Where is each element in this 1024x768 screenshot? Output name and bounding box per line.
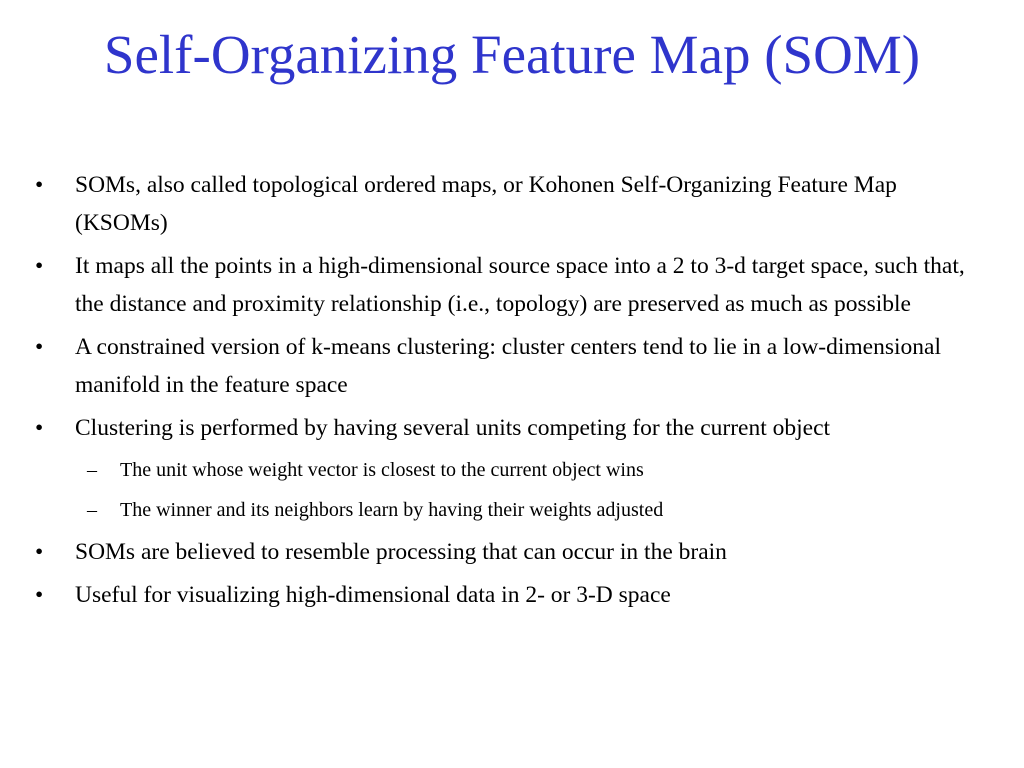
bullet-marker: • [35, 253, 44, 279]
dash-marker: – [87, 498, 97, 521]
bullet-marker: • [35, 538, 44, 565]
bullet-item [35, 410, 995, 448]
bullet-item [35, 248, 995, 323]
bullet-marker: • [35, 415, 44, 441]
sub-bullet-item [87, 454, 995, 487]
bullet-item [35, 534, 995, 572]
bullet-item [35, 329, 995, 404]
bullet-marker: • [35, 172, 44, 198]
bullet-marker: • [35, 334, 44, 360]
sub-bullet-list [35, 454, 995, 527]
bullet-item [35, 167, 995, 242]
bullet-list [35, 167, 995, 621]
sub-bullet-text: The unit whose weight vector is closest to the current object wins [120, 458, 644, 481]
bullet-text: It maps all the points in a high-dimensional source space into a 2 to 3-d target space, such that, the distance and proximity relationship (i.e., topology) are preserved as much as possible [75, 253, 965, 317]
sub-bullet-text: The winner and its neighbors learn by having their weights adjusted [120, 498, 664, 521]
slide-title: Self-Organizing Feature Map (SOM) [103, 24, 921, 85]
bullet-marker: • [35, 582, 44, 608]
bullet-text: A constrained version of k-means clustering: cluster centers tend to lie in a low-dimensional manifold in the feature space [75, 334, 942, 398]
bullet-text: Useful for visualizing high-dimensional data in 2- or 3-D space [75, 582, 671, 608]
dash-marker: – [87, 458, 97, 481]
bullet-text: SOMs, also called topological ordered maps, or Kohonen Self-Organizing Feature Map (KSOMs) [75, 172, 897, 236]
sub-bullet-item [87, 494, 995, 527]
bullet-item [35, 577, 995, 615]
bullet-text: SOMs are believed to resemble processing that can occur in the brain [75, 538, 727, 565]
bullet-text: Clustering is performed by having several units competing for the current object [75, 415, 831, 441]
sub-bullet-group [35, 454, 995, 527]
